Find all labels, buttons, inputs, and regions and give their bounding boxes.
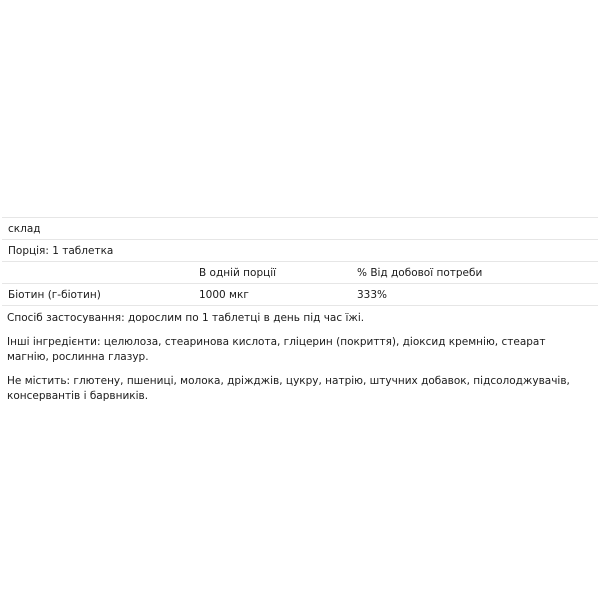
usage-text: Спосіб застосування: дорослим по 1 таблетці в день під час їжі.	[7, 312, 365, 324]
header-blank	[2, 262, 193, 284]
free-from-text: Не містить: глютену, пшениці, молока, дріжджів, цукру, натрію, штучних добавок, підсолоджувачів, консервантів і барвників.	[7, 375, 570, 402]
table-header-row	[2, 262, 598, 284]
product-notes	[7, 311, 587, 413]
ingredient-daily-value: 333%	[351, 284, 598, 306]
other-ingredients-text: Інші інгредієнти: целюлоза, стеаринова кислота, гліцерин (покриття), діоксид кремнію, стеарат магнію, рослинна глазур.	[7, 336, 546, 363]
table-row	[2, 284, 598, 306]
serving-size-row	[2, 240, 598, 262]
header-amount: В одній порції	[193, 262, 351, 284]
ingredient-name: Біотин (г-біотин)	[2, 284, 193, 306]
serving-size: Порція: 1 таблетка	[2, 240, 598, 262]
ingredient-amount: 1000 мкг	[193, 284, 351, 306]
supplement-facts-table	[2, 217, 598, 306]
header-daily-value: % Від добової потреби	[351, 262, 598, 284]
table-title-row	[2, 218, 598, 240]
table-title: склад	[2, 218, 598, 240]
